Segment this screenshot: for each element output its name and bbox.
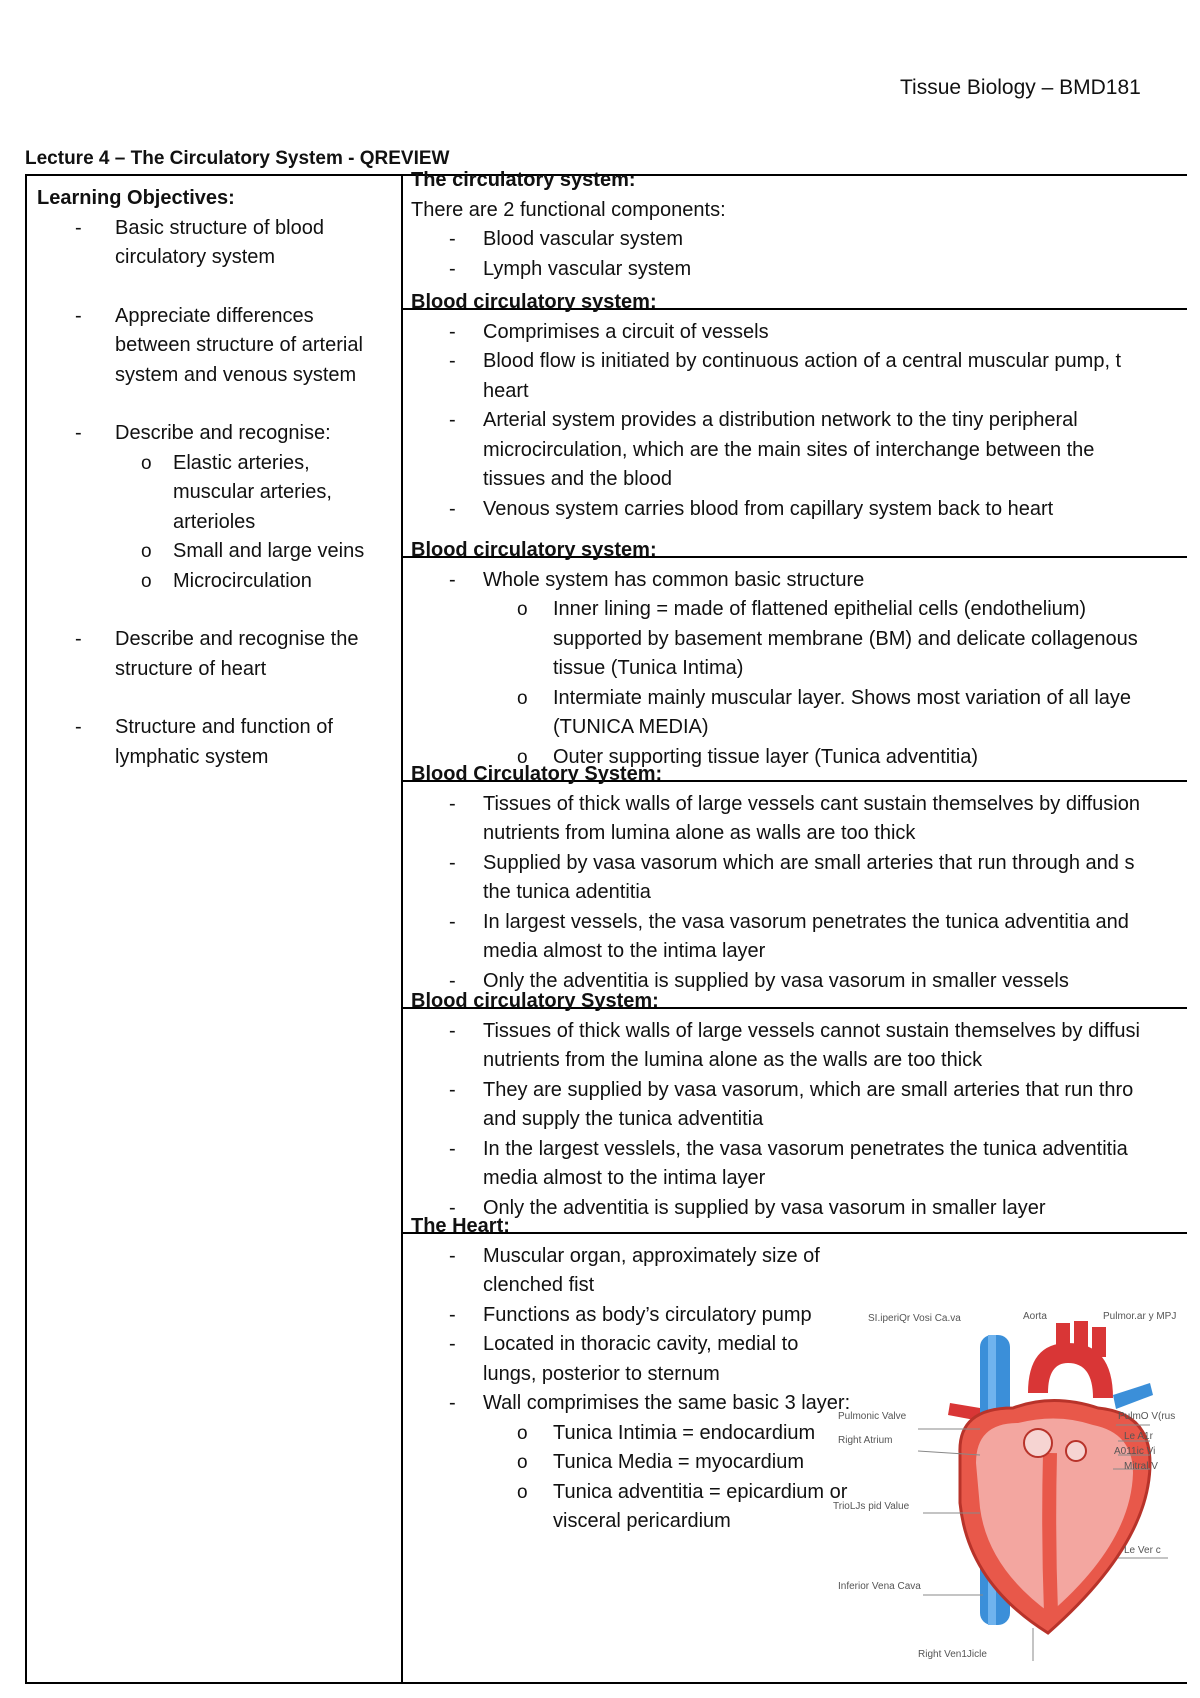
objective-item: - Describe and recognise the structure of heart xyxy=(37,625,387,684)
page-title: Lecture 4 – The Circulatory System - QREVIEW xyxy=(25,148,450,169)
section-item: - Muscular organ, approximately size of xyxy=(411,1242,1187,1272)
section-blood-circulatory-2 xyxy=(411,536,1187,772)
section-item: - Blood vascular system xyxy=(411,225,1187,255)
section-item: - Tissues of thick walls of large vessels cant sustain themselves by diffusion xyxy=(411,790,1187,820)
section-item: - They are supplied by vasa vasorum, which are small arteries that run thro xyxy=(411,1076,1187,1106)
section-subitem: o Outer supporting tissue layer (Tunica adventitia) xyxy=(481,743,1187,773)
label-mitral-valve: Mitral V xyxy=(1124,1461,1158,1472)
section-item-continued: heart xyxy=(483,379,529,402)
section-blood-circulatory-4 xyxy=(411,987,1187,1223)
section-item: - Only the adventitia is supplied by vasa vasorum in smaller layer xyxy=(411,1194,1187,1224)
section-item: - Wall comprimises the same basic 3 layer: xyxy=(411,1389,1187,1419)
section-subitem: o Tunica Media = myocardium xyxy=(481,1448,1187,1478)
label-left-ventricle: Le Ver c xyxy=(1124,1545,1161,1556)
section-circulatory-system xyxy=(411,166,1187,284)
section-heading: Blood circulatory system: xyxy=(411,539,657,561)
objective-subitem: o Microcirculation xyxy=(105,567,387,597)
course-header: Tissue Biology – BMD181 xyxy=(900,76,1141,99)
section-item-continued: media almost to the intima layer xyxy=(483,940,766,962)
section-item: - Whole system has common basic structure xyxy=(411,566,1187,596)
section-blood-circulatory-1 xyxy=(411,288,1187,524)
section-heading: The Heart: xyxy=(411,1215,510,1237)
section-heading: Blood circulatory System: xyxy=(411,990,659,1012)
objectives-heading: Learning Objectives: xyxy=(37,187,235,209)
section-item: - In the largest vesslels, the vasa vasorum penetrates the tunica adventitia xyxy=(411,1135,1187,1165)
label-ivc: Inferior Vena Cava xyxy=(838,1581,921,1592)
section-item: - Arterial system provides a distribution network to the tiny peripheral xyxy=(411,406,1187,436)
section-item: - Comprimises a circuit of vessels xyxy=(411,318,1187,348)
column-divider xyxy=(401,176,403,1682)
section-item: - Supplied by vasa vasorum which are small arteries that run through and s xyxy=(411,849,1187,879)
objective-sublist xyxy=(115,449,387,597)
objective-item-text: Describe and recognise: xyxy=(115,422,331,444)
label-aortic-valve: A011ic Vi xyxy=(1114,1446,1156,1457)
section-item-continued: microcirculation, which are the main sites of interchange between the xyxy=(483,438,1095,461)
objective-item: - Structure and function of lymphatic system xyxy=(37,713,387,772)
section-item-continued: clenched fist xyxy=(483,1274,595,1296)
label-aorta: Aorta xyxy=(1023,1311,1047,1322)
section-intro: There are 2 functional components: xyxy=(411,198,726,221)
section-heading: Blood circulatory system: xyxy=(411,291,657,313)
section-subitem-continued: tissue (Tunica Intima) xyxy=(553,657,744,679)
label-left-atrium: Le A1r xyxy=(1124,1431,1153,1442)
label-tricuspid: TrioLJs pid Value xyxy=(833,1501,910,1512)
heart-illustration xyxy=(833,1311,1185,1680)
section-subitem: o Intermiate mainly muscular layer. Shows most variation of all laye xyxy=(481,684,1187,714)
heart-diagram xyxy=(833,1311,1185,1680)
label-right-atrium: Right Atrium xyxy=(838,1435,893,1446)
section-item: - Tissues of thick walls of large vessels cannot sustain themselves by diffusi xyxy=(411,1017,1187,1047)
section-heading: Blood Circulatory System: xyxy=(411,763,663,785)
section-item: - Functions as body’s circulatory pump xyxy=(411,1301,1187,1331)
section-item: - Blood flow is initiated by continuous action of a central muscular pump, t xyxy=(411,347,1187,377)
objective-item xyxy=(37,419,387,596)
section-heading: The circulatory system: xyxy=(411,169,636,191)
section-item: - Only the adventitia is supplied by vasa vasorum in smaller vessels xyxy=(411,967,1187,997)
objective-subitem: o Elastic arteries, muscular arteries, arterioles xyxy=(105,449,387,538)
label-svc: SI.iperiQr Vosi Ca.va xyxy=(868,1313,961,1324)
section-item-continued: nutrients from lumina alone as walls are too thick xyxy=(483,822,916,844)
label-pulmonary-artery: Pulmor.ar y MPJ xyxy=(1103,1311,1177,1322)
section-subitem: o Tunica Intimia = endocardium xyxy=(481,1419,1187,1449)
section-item-continued: lungs, posterior to sternum xyxy=(483,1362,720,1385)
section-item: - Venous system carries blood from capillary system back to heart xyxy=(411,495,1187,525)
section-item: - Lymph vascular system xyxy=(411,255,1187,285)
objective-item: - Appreciate differences between structure of arterial system and venous system xyxy=(37,302,387,391)
section-subitem: o Inner lining = made of flattened epithelial cells (endothelium) xyxy=(481,595,1187,625)
section-subitem-continued: visceral pericardium xyxy=(553,1510,731,1532)
section-item-continued: nutrients from the lumina alone as the walls are too thick xyxy=(483,1049,983,1071)
label-pulmonic-valve: Pulmonic Valve xyxy=(838,1411,907,1422)
section-item: - In largest vessels, the vasa vasorum penetrates the tunica adventitia and xyxy=(411,908,1187,938)
learning-objectives xyxy=(37,184,387,772)
objective-subitem: o Small and large veins xyxy=(105,537,387,567)
section-item-continued: the tunica adentitia xyxy=(483,881,651,903)
objective-item: - Basic structure of blood circulatory system xyxy=(37,214,387,273)
label-right-ventricle: Right Ven1Jicle xyxy=(918,1649,987,1660)
section-item-continued: media almost to the intima layer xyxy=(483,1167,766,1189)
section-subitem-continued: supported by basement membrane (BM) and delicate collagenous xyxy=(553,627,1138,650)
section-item-continued: and supply the tunica adventitia xyxy=(483,1108,764,1130)
section-subitem-continued: (TUNICA MEDIA) xyxy=(553,716,709,738)
section-subitem: o Tunica adventitia = epicardium or xyxy=(481,1478,1187,1508)
section-blood-circulatory-3 xyxy=(411,760,1187,996)
section-item: - Located in thoracic cavity, medial to xyxy=(411,1330,1187,1360)
section-item-continued: tissues and the blood xyxy=(483,468,673,490)
label-pulmonary-veins: PulmO V(rus xyxy=(1118,1411,1176,1422)
